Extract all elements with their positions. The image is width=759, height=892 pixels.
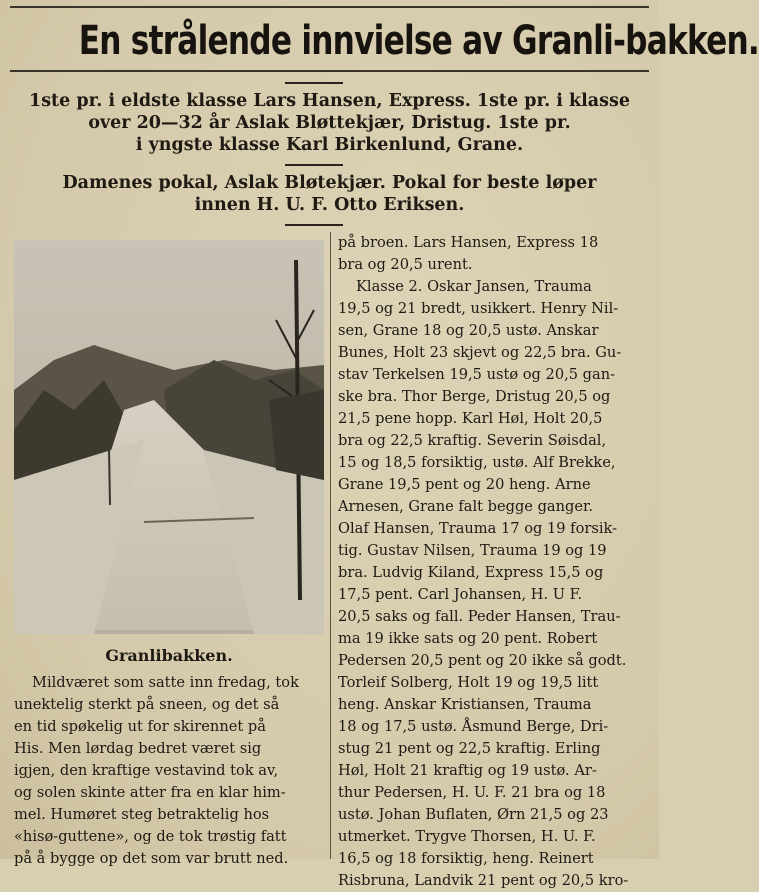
text-line: bra. Ludvig Kiland, Express 15,5 og (338, 564, 604, 581)
text-line: sen, Grane 18 og 20,5 ustø. Anskar (338, 322, 599, 339)
text-line: ma 19 ikke sats og 20 pent. Robert (338, 630, 598, 647)
deck-1 (14, 90, 645, 156)
left-column-text (14, 672, 326, 870)
text-line: Risbruna, Landvik 21 pent og 20,5 kro- (338, 872, 629, 889)
text-line: bra og 22,5 kraftig. Severin Søisdal, (338, 432, 607, 449)
headline: En strålende innvielse av Granli-bakken. (78, 18, 759, 64)
text-line: mel. Humøret steg betraktelig hos (14, 806, 270, 823)
text-line: tig. Gustav Nilsen, Trauma 19 og 19 (338, 542, 607, 559)
deck-1-line: 1ste pr. i eldste klasse Lars Hansen, Express. 1ste pr. i klasse (29, 91, 630, 111)
text-line: 19,5 og 21 bredt, usikkert. Henry Nil- (338, 300, 619, 317)
text-line: 16,5 og 18 forsiktig, heng. Reinert (338, 850, 594, 867)
text-line: Klasse 2. Oskar Jansen, Trauma (356, 278, 592, 295)
text-line: Torleif Solberg, Holt 19 og 19,5 litt (338, 674, 599, 691)
text-line: stav Terkelsen 19,5 ustø og 20,5 gan- (338, 366, 616, 383)
headline-rule (10, 70, 649, 72)
deck-2 (14, 172, 645, 216)
text-line: Arnesen, Grane falt begge ganger. (338, 498, 594, 515)
deck-2-line: innen H. U. F. Otto Eriksen. (194, 195, 465, 215)
text-line: 15 og 18,5 forsiktig, ustø. Alf Brekke, (338, 454, 616, 471)
column-divider (330, 232, 331, 859)
text-line: «hisø-guttene», og de tok trøstig fatt (14, 828, 287, 845)
text-line: utmerket. Trygve Thorsen, H. U. F. (338, 828, 596, 845)
text-line: og solen skinte atter fra en klar him- (14, 784, 286, 801)
text-line: 20,5 saks og fall. Peder Hansen, Trau- (338, 608, 621, 625)
text-line: igjen, den kraftige vestavind tok av, (14, 762, 279, 779)
photo-caption: Granlibakken. (105, 646, 233, 665)
text-line: Høl, Holt 21 kraftig og 19 ustø. Ar- (338, 762, 597, 779)
text-line: 21,5 pene hopp. Karl Høl, Holt 20,5 (338, 410, 603, 427)
separator-rule-2 (285, 164, 343, 166)
deck-1-line: over 20—32 år Aslak Bløttekjær, Dristug. 1ste pr. (88, 113, 571, 133)
text-line: thur Pedersen, H. U. F. 21 bra og 18 (338, 784, 606, 801)
text-line: stug 21 pent og 22,5 kraftig. Erling (338, 740, 601, 757)
right-column-text (338, 232, 650, 892)
text-line: Olaf Hansen, Trauma 17 og 19 forsik- (338, 520, 618, 537)
text-line: Mildværet som satte inn fredag, tok (32, 674, 299, 691)
separator-rule-1 (285, 82, 343, 84)
text-line: ske bra. Thor Berge, Dristug 20,5 og (338, 388, 611, 405)
text-line: bra og 20,5 urent. (338, 256, 473, 273)
text-line: heng. Anskar Kristiansen, Trauma (338, 696, 592, 713)
text-line: unektelig sterkt på sneen, og det så (14, 696, 280, 713)
text-line: Bunes, Holt 23 skjevt og 22,5 bra. Gu- (338, 344, 622, 361)
text-line: Pedersen 20,5 pent og 20 ikke så godt. (338, 652, 627, 669)
text-line: ustø. Johan Buflaten, Ørn 21,5 og 23 (338, 806, 609, 823)
text-line: 18 og 17,5 ustø. Åsmund Berge, Dri- (338, 718, 609, 735)
text-line: 17,5 pent. Carl Johansen, H. U F. (338, 586, 583, 603)
text-line: en tid spøkelig ut for skirennet på (14, 718, 266, 735)
deck-2-line: Damenes pokal, Aslak Bløtekjær. Pokal for beste løper (62, 173, 597, 193)
text-line: på broen. Lars Hansen, Express 18 (338, 234, 599, 251)
deck-1-line: i yngste klasse Karl Birkenlund, Grane. (135, 135, 524, 155)
top-rule (10, 6, 649, 8)
text-line: His. Men lørdag bedret været sig (14, 740, 262, 757)
text-line: på å bygge op det som var brutt ned. (14, 850, 289, 867)
separator-rule-3 (285, 224, 343, 226)
text-line: Grane 19,5 pent og 20 heng. Arne (338, 476, 591, 493)
photo-granlibakken (14, 240, 324, 634)
